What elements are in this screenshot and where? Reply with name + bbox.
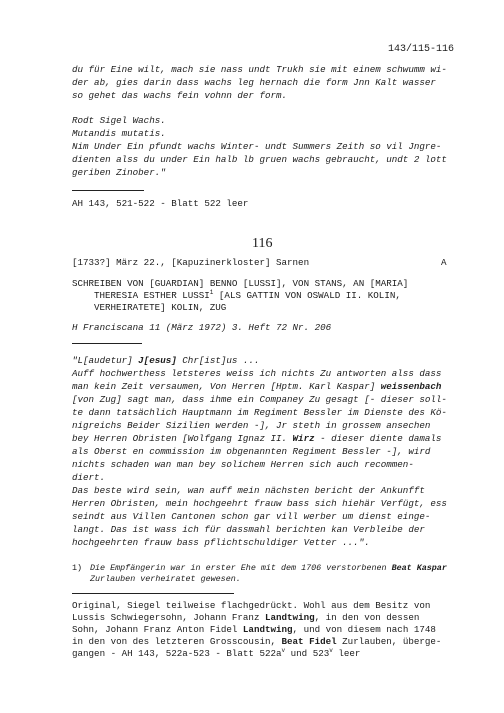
footnote-marker: 1) (72, 563, 83, 573)
letter-line: man kein Zeit versaumen, Von Herren [Hptm. Karl Kaspar] weissenbach (72, 381, 442, 392)
archive-note: Sohn, Johann Franz Anton Fidel Landtwing, und von diesem nach 1748 (72, 624, 436, 635)
letter-line: Auff hochwerthess letsteres weiss ich nichts Zu antworten alss dass (72, 368, 442, 379)
letter-line: Herren Obristen, mein hochgeehrt frauw bass sich hiehär Verfügt, ess (72, 498, 447, 509)
document-title: THERESIA ESTHER LUSSI$^1$ [ALS GATTIN VON OSWALD II. KOLIN, (94, 288, 401, 301)
recipe-line: Nim Under Ein pfundt wachs Winter- undt Summers Zeith so vil Jngre- (72, 141, 442, 152)
divider (72, 190, 144, 191)
letter-line: Das beste wird sein, wan auff mein nächsten bericht der Ankunfft (72, 485, 425, 496)
date-place: [1733?] März 22., [Kapuzinerkloster] Sarnen (72, 257, 310, 268)
footnote-text: Die Empfängerin war in erster Ehe mit dem 1706 verstorbenen Beat Kaspar (90, 563, 447, 573)
recipe-line: Mutandis mutatis. (72, 128, 166, 139)
prev-source-ref: AH 143, 521-522 - Blatt 522 leer (72, 198, 249, 209)
divider (72, 593, 234, 594)
archive-note: gangen - AH 143, 522a-523 - Blatt $522a^v$ und 523$^v$ leer (72, 646, 361, 659)
page-number: 143/115-116 (388, 44, 455, 55)
recipe-heading: Rodt Sigel Wachs. (72, 115, 166, 126)
archive-note: Original, Siegel teilweise flachgedrückt. Wohl aus dem Besitz von (72, 600, 431, 611)
document-title: SCHREIBEN VON [GUARDIAN] BENNO [LUSSI], VON STANS, AN [MARIA] (72, 278, 409, 289)
archive-note: Lussis Schwiegersohn, Johann Franz Landtwing, in den von dessen (72, 612, 420, 623)
letter-line: hochgeehrten frauw bass pflichtschuldiger Vetter ...". (72, 537, 370, 548)
prev-doc-line: der ab, gies darin dass wachs leg hernach die form Jnn Kalt wasser (72, 77, 436, 88)
prev-doc-line: so gehet das wachs fein vohnn der form. (72, 90, 288, 101)
letter-line: als Oberst en commission im obgenannten Regiment Bessler -], wird (72, 446, 431, 457)
divider (72, 343, 142, 344)
letter-line: bey Herren Obristen [Wolfgang Ignaz II. Wirz - dieser diente damals (72, 433, 442, 444)
letter-line: [von Zug] sagt man, dass ihme ein Companey Zu gesagt [- dieser soll- (72, 394, 447, 405)
recipe-line: geriben Zinober." (72, 167, 166, 178)
document-number: 116 (252, 236, 273, 251)
document-type: A (441, 257, 447, 268)
letter-line: nigreichs Beider Sizilien werden -], Jr steth in grossem ansechen (72, 420, 431, 431)
letter-line: diert. (72, 472, 106, 483)
archive-note: in den von des letzteren Grosscousin, Beat Fidel Zurlauben, übergе- (72, 636, 442, 647)
letter-line: "L[audetur] J[esus] Chr[ist]us ... (72, 355, 260, 366)
letter-line: langt. Das ist wass ich für dassmahl berichten kan Verbleibe der (72, 524, 425, 535)
letter-line: nichts schaden wan man bey solichem Herren sich auch recommen- (72, 459, 414, 470)
footnote-text: Zurlauben verheiratet gewesen. (90, 574, 241, 584)
prev-doc-line: du für Eine wilt, mach sie nass undt Trukh sie mit einem schwumm wi- (72, 64, 447, 75)
recipe-line: dienten alss du under Ein halb lb gruen wachs gebraucht, undt 2 lott (72, 154, 447, 165)
publication-ref: H Franciscana 11 (März 1972) 3. Heft 72 Nr. 206 (72, 322, 332, 333)
letter-line: te dann tatsächlich Hauptmann im Regiment Bessler im Dienste des Kö- (72, 407, 447, 418)
document-title: VERHEIRATETE] KOLIN, ZUG (94, 302, 227, 313)
letter-line: seindt aus Villen Cantonen schon gar vill werber um dienst einge- (72, 511, 431, 522)
